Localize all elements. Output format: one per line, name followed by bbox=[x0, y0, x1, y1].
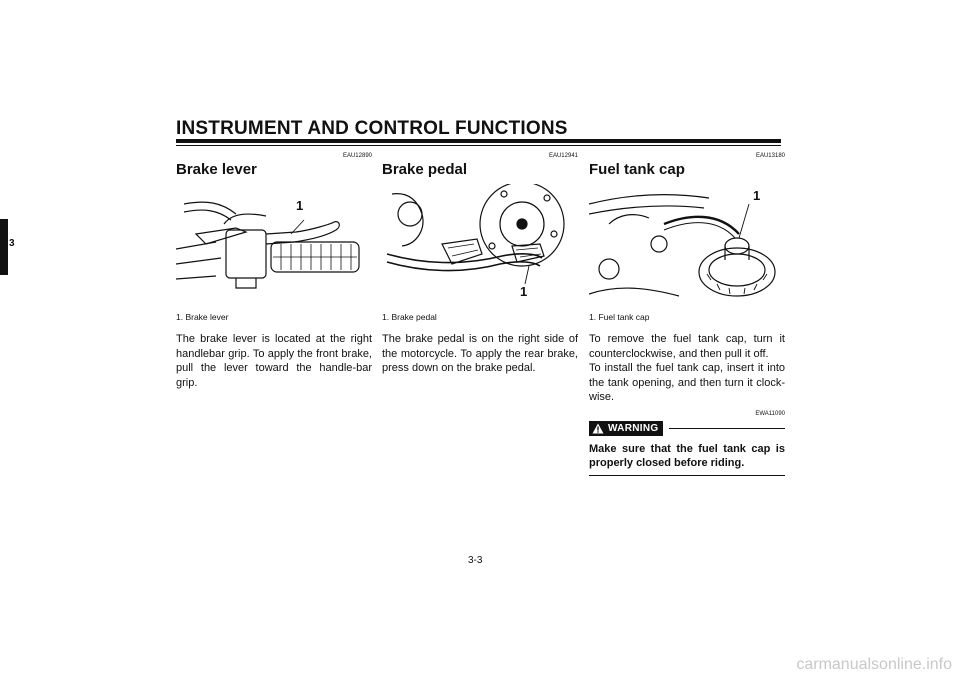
section-brake-lever bbox=[176, 150, 372, 390]
page-title: INSTRUMENT AND CONTROL FUNCTIONS bbox=[176, 118, 568, 139]
warning-rule bbox=[669, 428, 785, 429]
figure-callout: 1 bbox=[520, 284, 528, 299]
figure-callout: 1 bbox=[296, 198, 304, 213]
section-title: Brake lever bbox=[176, 161, 257, 178]
warning-header bbox=[589, 421, 785, 436]
warning-text: Make sure that the fuel tank cap is properly closed before riding. bbox=[589, 442, 785, 476]
body-paragraph: To install the fuel tank cap, insert it into the tank opening, and then turn it clock-wise. bbox=[589, 362, 785, 403]
header-rule bbox=[176, 139, 781, 143]
page-number: 3-3 bbox=[468, 555, 483, 566]
warning-label: WARNING bbox=[608, 422, 659, 434]
figure-caption: 1. Brake lever bbox=[176, 312, 229, 322]
section-code: EAU13180 bbox=[755, 153, 785, 159]
section-brake-pedal bbox=[382, 150, 578, 376]
warning-triangle-icon bbox=[592, 423, 604, 434]
body-paragraph: The brake pedal is on the right side of the motorcycle. To apply the rear brake, press down on the brake pedal. bbox=[382, 333, 578, 374]
section-title: Fuel tank cap bbox=[589, 161, 685, 178]
section-title: Brake pedal bbox=[382, 161, 468, 178]
brake-pedal-illustration bbox=[382, 184, 578, 308]
chapter-number: 3 bbox=[9, 238, 15, 249]
section-code: EAU12890 bbox=[342, 153, 372, 159]
section-code: EAU12941 bbox=[548, 153, 578, 159]
fuel-tank-cap-illustration bbox=[589, 184, 785, 308]
figure-callout: 1 bbox=[753, 188, 761, 203]
chapter-tab bbox=[0, 219, 8, 275]
header-rule-thin bbox=[176, 145, 781, 146]
section-body bbox=[589, 332, 785, 405]
body-paragraph: To remove the fuel tank cap, turn it counterclockwise, and then pull it off. bbox=[589, 333, 785, 360]
figure-caption: 1. Fuel tank cap bbox=[589, 312, 650, 322]
section-body bbox=[382, 332, 578, 376]
watermark: carmanualsonline.info bbox=[796, 656, 952, 673]
brake-lever-illustration bbox=[176, 184, 372, 308]
warning-code: EWA11090 bbox=[755, 410, 785, 417]
body-paragraph: The brake lever is located at the right handlebar grip. To apply the front brake, pull the lever toward the handle-bar grip. bbox=[176, 333, 372, 389]
section-fuel-tank-cap bbox=[589, 150, 785, 476]
warning-badge bbox=[589, 421, 663, 436]
figure-caption: 1. Brake pedal bbox=[382, 312, 437, 322]
section-body bbox=[176, 332, 372, 390]
